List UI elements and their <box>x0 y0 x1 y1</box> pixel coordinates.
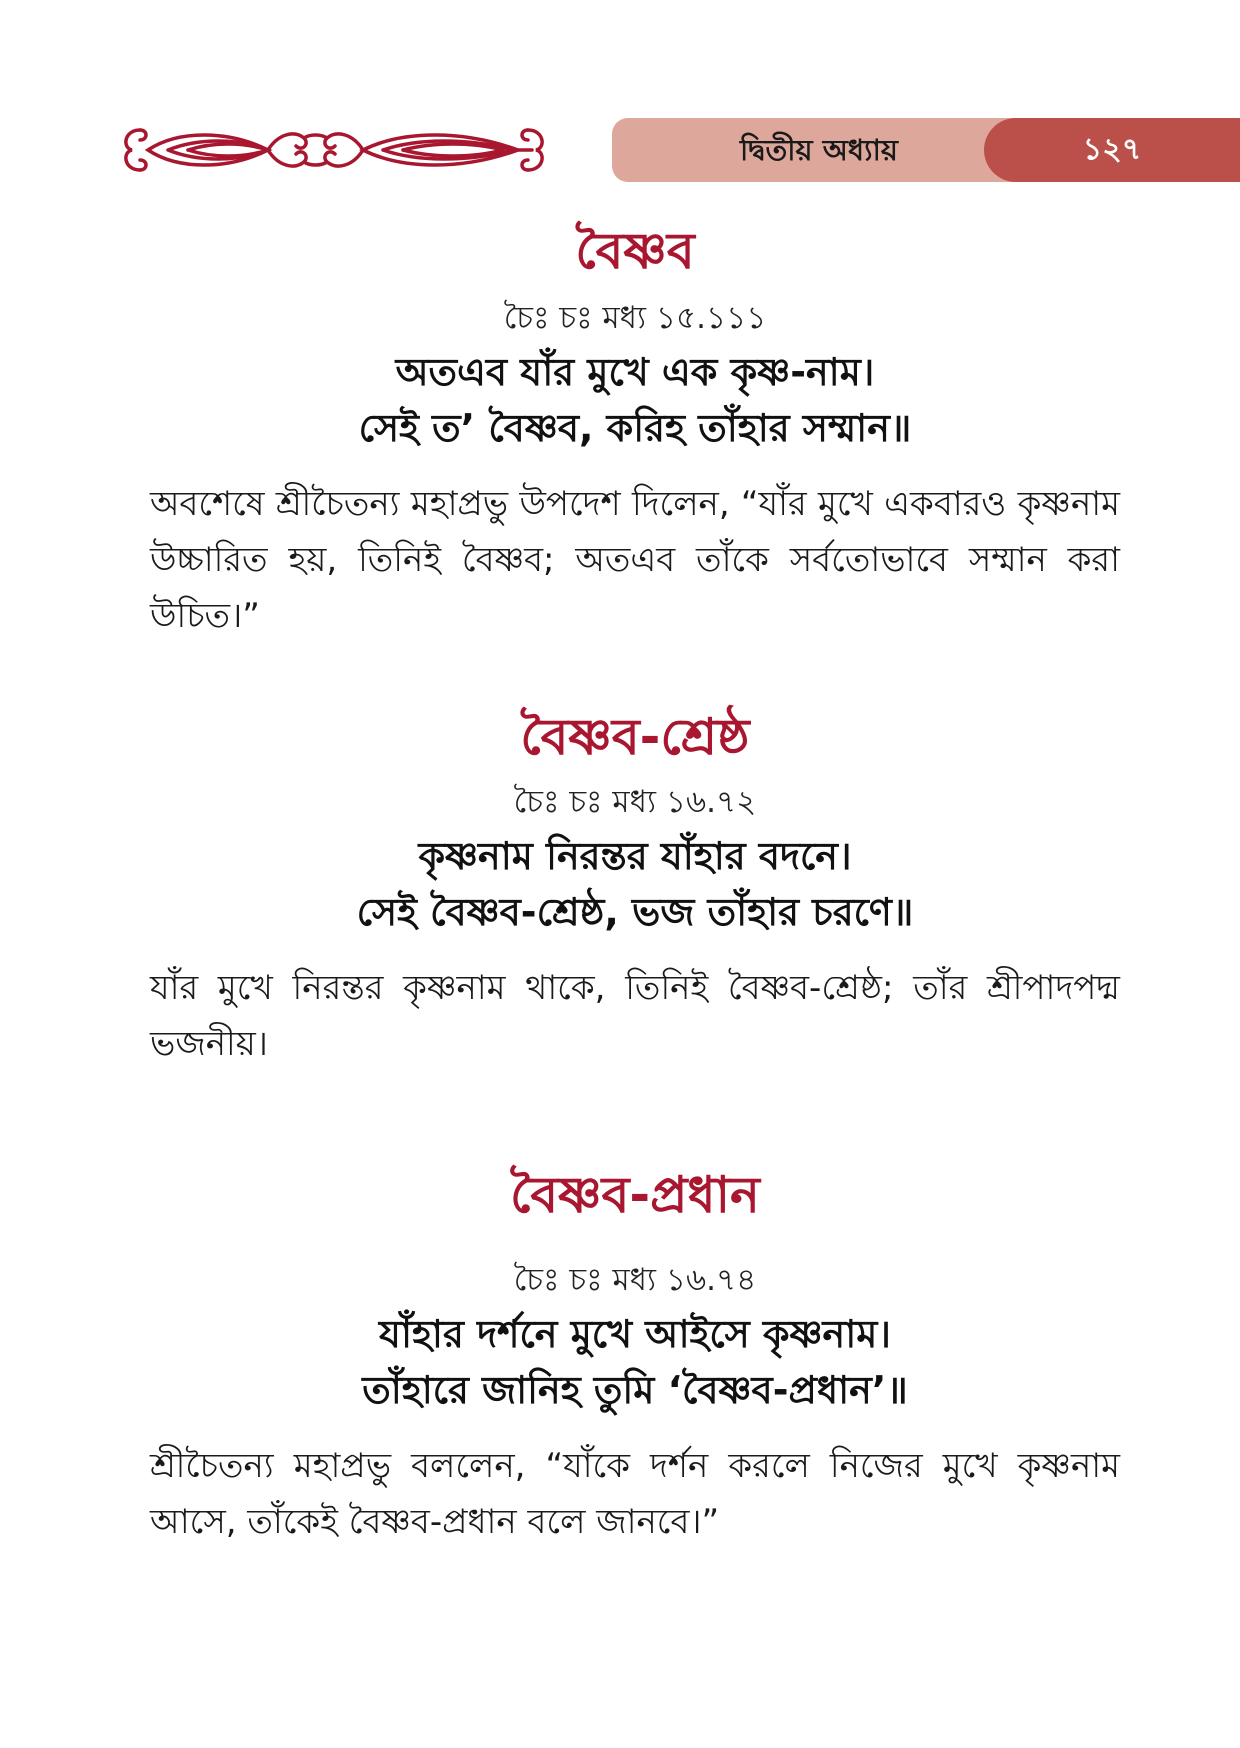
commentary-paragraph: যাঁর মুখে নিরন্তর কৃষ্ণনাম থাকে, তিনিই বৈষ্ণব-শ্রেষ্ঠ; তাঁর শ্রীপাদপদ্ম ভজনীয়। <box>150 968 1120 1064</box>
scripture-reference: চৈঃ চঃ মধ্য ১৬.৭৪ <box>513 1262 757 1298</box>
page-number: ১২৭ <box>1082 132 1142 167</box>
verse-line: কৃষ্ণনাম নিরন্তর যাঁহার বদনে। <box>418 834 852 878</box>
section-title: বৈষ্ণব-শ্রেষ্ঠ <box>520 708 750 766</box>
page-header <box>0 112 1240 184</box>
section-vaishnava <box>150 216 1120 644</box>
chapter-header-bar <box>612 118 1240 182</box>
page-number-badge <box>984 118 1240 182</box>
commentary-paragraph: শ্রীচৈতন্য মহাপ্রভু বললেন, “যাঁকে দর্শন করলে নিজের মুখে কৃষ্ণনাম আসে, তাঁকেই বৈষ্ণব-প্রধান বলে জানবে।” <box>150 1446 1120 1542</box>
section-vaishnava-shreshtha <box>150 702 1120 1072</box>
decorative-scroll-ornament-icon <box>118 116 608 180</box>
verse-line: যাঁহার দর্শনে মুখে আইসে কৃষ্ণনাম। <box>379 1312 891 1356</box>
verse-line: তাঁহারে জানিহ তুমি ‘বৈষ্ণব-প্রধান’॥ <box>362 1368 908 1412</box>
section-vaishnava-pradhan <box>150 1160 1120 1550</box>
section-title: বৈষ্ণব-প্রধান <box>510 1166 760 1224</box>
verse-line: অতএব যাঁর মুখে এক কৃষ্ণ-নাম। <box>395 350 875 394</box>
scripture-reference: চৈঃ চঃ মধ্য ১৫.১১১ <box>503 300 767 336</box>
commentary-paragraph: অবশেষে শ্রীচৈতন্য মহাপ্রভু উপদেশ দিলেন, “যাঁর মুখে একবারও কৃষ্ণনাম উচ্চারিত হয়, তিনিই বৈষ্ণব; অতএব তাঁকে সর্বতোভাবে সম্মান করা উচিত।” <box>150 484 1120 636</box>
verse-line: সেই বৈষ্ণব-শ্রেষ্ঠ, ভজ তাঁহার চরণে॥ <box>356 890 914 934</box>
section-title: বৈষ্ণব <box>575 222 695 280</box>
chapter-title: দ্বিতীয় অধ্যায় <box>739 133 899 167</box>
verse-line: সেই ত’ বৈষ্ণব, করিহ তাঁহার সম্মান॥ <box>358 406 912 450</box>
scripture-reference: চৈঃ চঃ মধ্য ১৬.৭২ <box>513 784 757 820</box>
